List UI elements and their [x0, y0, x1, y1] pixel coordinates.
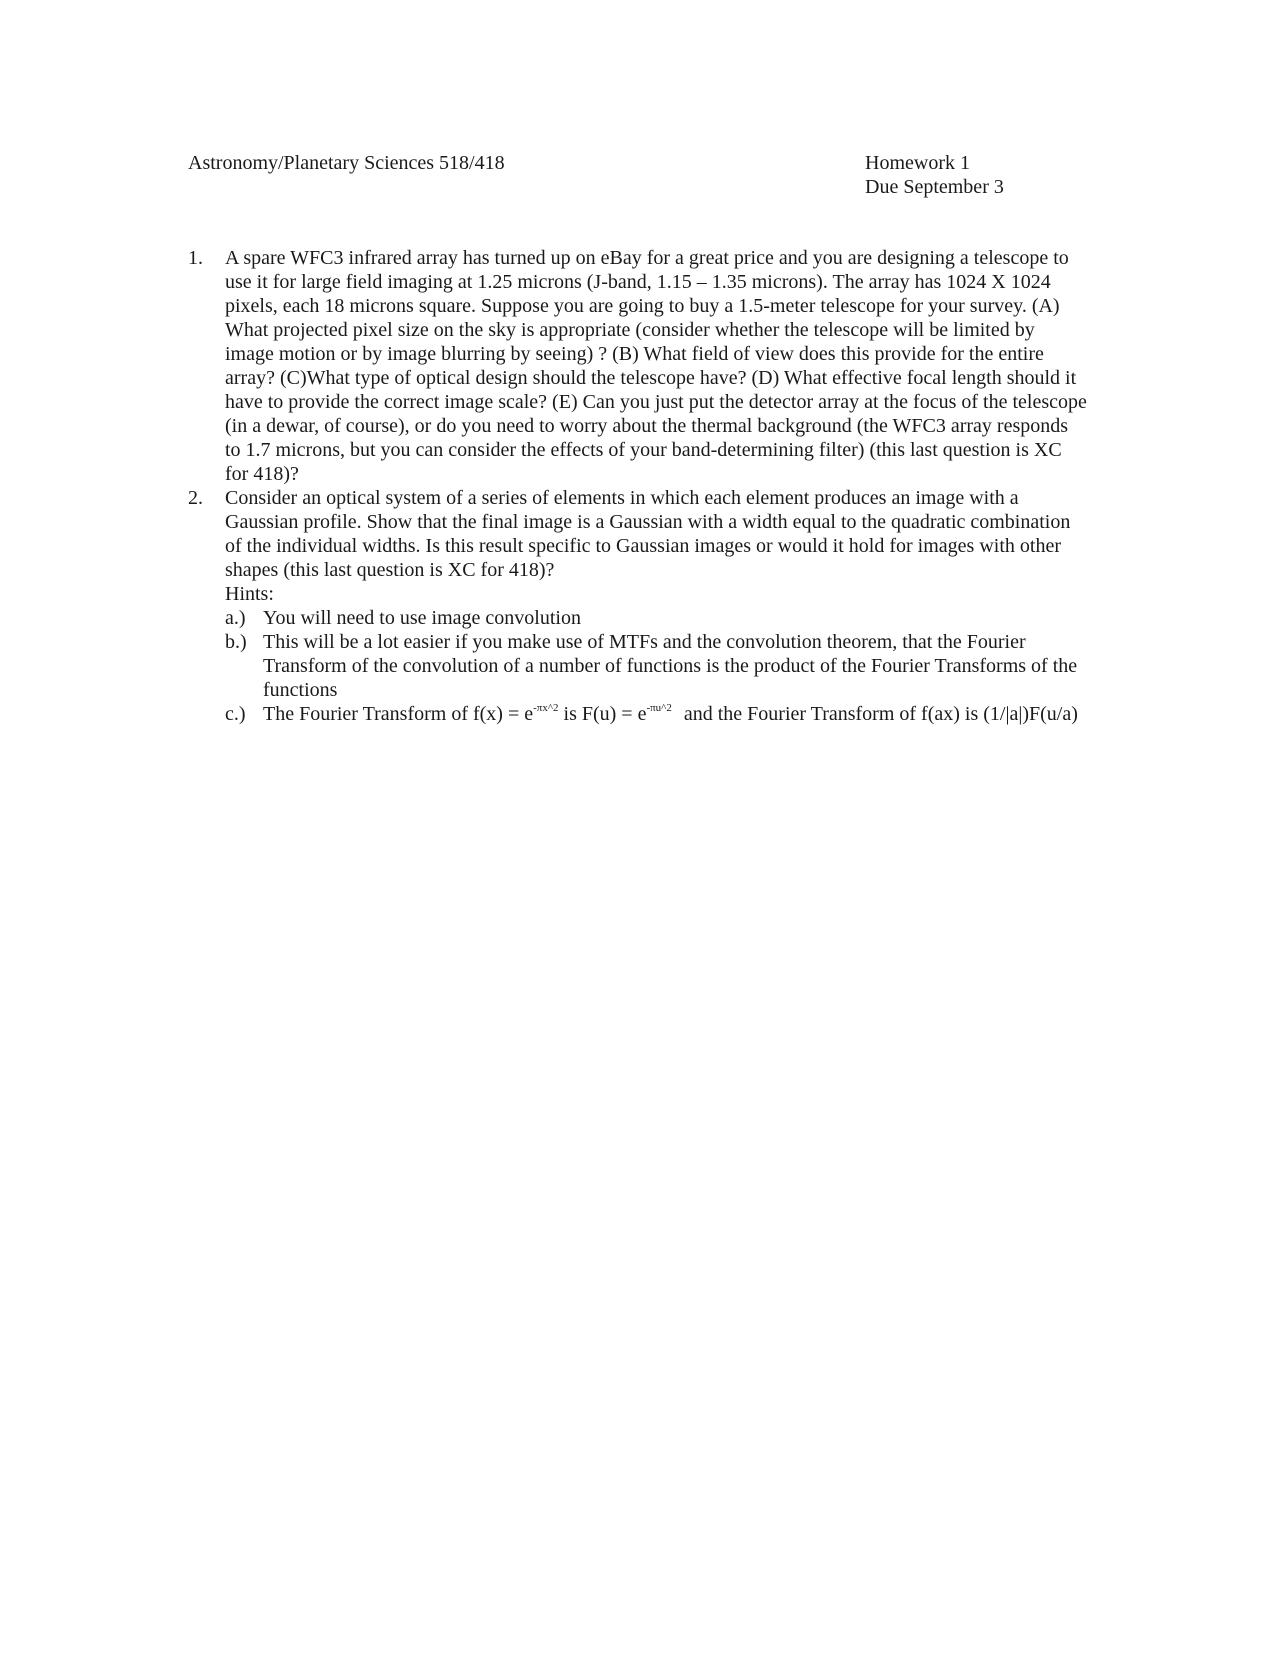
hint-c-formula-part3: and the Fourier Transform of f(ax) is (1/|a|)F(u/a): [683, 703, 1078, 725]
problem-2-number: 2.: [188, 487, 203, 509]
assignment-info: [865, 151, 1004, 199]
hint-c-exponent-2: -πu^2: [646, 702, 672, 714]
hint-a-letter: a.): [225, 607, 246, 629]
problem-1-text: A spare WFC3 infrared array has turned up on eBay for a great price and you are designing a telescope to use it for large field imaging at 1.25 microns (J-band, 1.15 – 1.35 microns). The array has 1024 X 1024 pixels, each 18 microns square. Suppose you are going to buy a 1.5-meter telescope for your survey. (A) What projected pixel size on the sky is appropriate (consider whether the telescope will be limited by image motion or by image blurring by seeing) ? (B) What field of view does this provide for the entire array? (C)What type of optical design should the telescope have? (D) What effective focal length should it have to provide the correct image scale? (E) Can you just put the detector array at the focus of the telescope (in a dewar, of course), or do you need to worry about the thermal background (the WFC3 array responds to 1.7 microns, but you can consider the effects of your band-determining filter) (this last question is XC for 418)?: [225, 247, 1087, 485]
hint-b-text: This will be a lot easier if you make use of MTFs and the convolution theorem, that the Fourier Transform of the convolution of a number of functions is the product of the Fourier Transforms of the functions: [263, 631, 1078, 701]
problem-2: [188, 486, 1088, 726]
assignment-title: Homework 1: [865, 152, 970, 174]
hint-a: [225, 606, 1088, 630]
hint-a-text: You will need to use image convolution: [263, 607, 581, 629]
due-date: Due September 3: [865, 176, 1004, 198]
hint-c-formula-part2: is F(u) = e: [558, 703, 647, 725]
problem-2-text: Consider an optical system of a series of elements in which each element produces an image with a Gaussian profile. Show that the final image is a Gaussian with a width equal to the quadratic combination of the individual widths. Is this result specific to Gaussian images or would it hold for images with other shapes (this last question is XC for 418)?: [225, 487, 1071, 581]
hint-b-letter: b.): [225, 631, 247, 653]
hint-b: [225, 630, 1088, 702]
course-title: [188, 151, 505, 175]
problem-list: [188, 246, 1088, 726]
hint-c-letter: c.): [225, 703, 246, 725]
hints-label: Hints:: [225, 583, 274, 605]
course-title-text: Astronomy/Planetary Sciences 518/418: [188, 152, 505, 174]
problem-1-number: 1.: [188, 247, 203, 269]
hint-c-formula-part1: The Fourier Transform of f(x) = e: [263, 703, 534, 725]
hint-c: [225, 702, 1088, 726]
problem-1: [188, 246, 1088, 486]
hint-c-exponent-1: -πx^2: [533, 702, 559, 714]
